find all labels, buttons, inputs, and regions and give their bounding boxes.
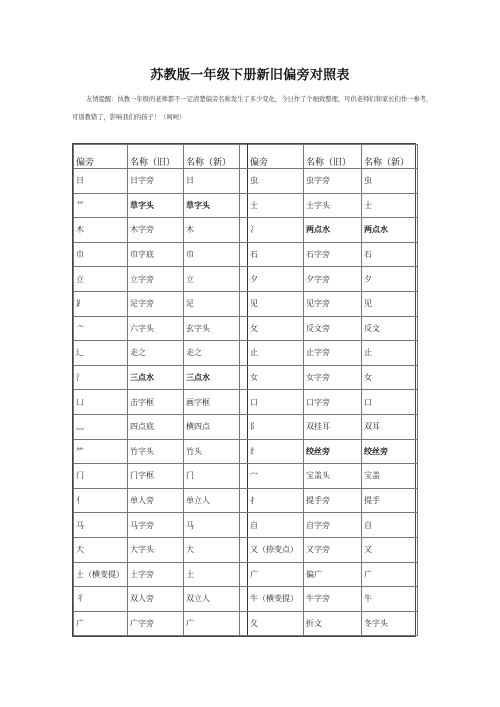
old-name-cell: 牛字旁 (304, 587, 362, 612)
old-name-cell: 竹字头 (128, 439, 184, 464)
new-name-cell: 玄字头 (184, 316, 240, 341)
column-gap (240, 562, 248, 587)
table-row (74, 513, 418, 538)
radical-cell: 日 (74, 169, 128, 194)
column-gap (240, 513, 248, 538)
column-gap (240, 414, 248, 439)
column-gap (240, 488, 248, 513)
radical-cell: 见 (248, 291, 304, 316)
old-name-cell: 日字旁 (128, 169, 184, 194)
radical-cell: 氵 (74, 365, 128, 390)
column-gap (240, 611, 248, 636)
column-gap (240, 193, 248, 218)
table-row (74, 464, 418, 489)
old-name-cell: 击字框 (128, 390, 184, 415)
old-name-cell: 双挂耳 (304, 414, 362, 439)
radical-cell: 石 (248, 242, 304, 267)
new-name-cell: 门 (184, 464, 240, 489)
radical-cell: 攵 (248, 316, 304, 341)
old-name-cell: 士字头 (304, 193, 362, 218)
old-name-cell: 绞丝旁 (304, 439, 362, 464)
table-row (74, 390, 418, 415)
radical-cell: 马 (74, 513, 128, 538)
header-old-name-left: 名称（旧） (128, 145, 184, 169)
column-gap (240, 537, 248, 562)
new-name-cell: 士 (362, 193, 418, 218)
old-name-cell: 四点底 (128, 414, 184, 439)
column-gap (240, 169, 248, 194)
radical-cell: 木 (74, 218, 128, 243)
table-row (74, 488, 418, 513)
new-name-cell: 牛 (362, 587, 418, 612)
table-row (74, 267, 418, 292)
radical-cell: 凵 (74, 390, 128, 415)
old-name-cell: 双人旁 (128, 587, 184, 612)
radical-cell: 土（横变提） (74, 562, 128, 587)
radical-cell: 辶 (74, 341, 128, 366)
new-name-cell: 又 (362, 537, 418, 562)
column-gap (240, 439, 248, 464)
column-gap (240, 267, 248, 292)
new-name-cell: 止 (362, 341, 418, 366)
new-name-cell: 横四点 (184, 414, 240, 439)
table-row (74, 341, 418, 366)
column-gap (240, 242, 248, 267)
old-name-cell: 六字头 (128, 316, 184, 341)
old-name-cell: 两点水 (304, 218, 362, 243)
radical-cell: 扌 (248, 488, 304, 513)
column-gap (240, 291, 248, 316)
header-radical-left: 偏旁 (74, 145, 128, 169)
new-name-cell: 三点水 (184, 365, 240, 390)
old-name-cell: 足字旁 (128, 291, 184, 316)
new-name-cell: 单立人 (184, 488, 240, 513)
new-name-cell: 双立人 (184, 587, 240, 612)
radical-cell: 纟 (248, 439, 304, 464)
new-name-cell: 走之 (184, 341, 240, 366)
new-name-cell: 见 (362, 291, 418, 316)
old-name-cell: 单人旁 (128, 488, 184, 513)
old-name-cell: 木字旁 (128, 218, 184, 243)
new-name-cell: 绞丝旁 (362, 439, 418, 464)
column-gap (240, 218, 248, 243)
table-header-row (74, 145, 418, 169)
table-row (74, 242, 418, 267)
old-name-cell: 又字旁 (304, 537, 362, 562)
new-name-cell: 日 (184, 169, 240, 194)
new-name-cell: 石 (362, 242, 418, 267)
intro-paragraph: 友情提醒：执教一年级的老师都不一定清楚偏旁名称发生了多少变化，今日作了个细致整理，可供老师们和家长们作一参考，可别教错了，影响我们的孩子！（呵呵） (72, 96, 433, 121)
header-old-name-right: 名称（旧） (304, 145, 362, 169)
old-name-cell: 石字旁 (304, 242, 362, 267)
table-row (74, 439, 418, 464)
old-name-cell: 草字头 (128, 193, 184, 218)
radical-cell: 广 (248, 562, 304, 587)
header-radical-right: 偏旁 (248, 145, 304, 169)
radical-cell: 阝 (248, 414, 304, 439)
radical-cell: 冫 (248, 218, 304, 243)
header-new-name-left: 名称（新） (184, 145, 240, 169)
radical-cell: 宀 (248, 464, 304, 489)
new-name-cell: 足 (184, 291, 240, 316)
table-row (74, 218, 418, 243)
radical-cell: 女 (248, 365, 304, 390)
table-row (74, 587, 418, 612)
radical-cell: 虫 (248, 169, 304, 194)
radical-cell: 亠 (74, 316, 128, 341)
old-name-cell: 土字旁 (128, 562, 184, 587)
old-name-cell: 走之 (128, 341, 184, 366)
old-name-cell: 立字旁 (128, 267, 184, 292)
radical-cell: 夂 (248, 611, 304, 636)
old-name-cell: 口字旁 (304, 390, 362, 415)
radical-cell: 又（捺变点） (248, 537, 304, 562)
radical-cell: 士 (248, 193, 304, 218)
old-name-cell: 折文 (304, 611, 362, 636)
new-name-cell: 巾 (184, 242, 240, 267)
radical-cell: 亻 (74, 488, 128, 513)
new-name-cell: 女 (362, 365, 418, 390)
new-name-cell: 双耳 (362, 414, 418, 439)
radical-cell: 艹 (74, 193, 128, 218)
radical-cell: ⺮ (74, 439, 128, 464)
new-name-cell: 画字框 (184, 390, 240, 415)
radical-cell: 牛（横变提） (248, 587, 304, 612)
old-name-cell: 马字旁 (128, 513, 184, 538)
old-name-cell: 反文旁 (304, 316, 362, 341)
old-name-cell: 偏广 (304, 562, 362, 587)
table-row (74, 365, 418, 390)
new-name-cell: 广 (362, 562, 418, 587)
old-name-cell: 巾字底 (128, 242, 184, 267)
radical-cell: 巾 (74, 242, 128, 267)
old-name-cell: 提手旁 (304, 488, 362, 513)
new-name-cell: 提手 (362, 488, 418, 513)
new-name-cell: 反文 (362, 316, 418, 341)
old-name-cell: 宝盖头 (304, 464, 362, 489)
new-name-cell: 广 (184, 611, 240, 636)
new-name-cell: 立 (184, 267, 240, 292)
old-name-cell: 广字旁 (128, 611, 184, 636)
radical-cell: 自 (248, 513, 304, 538)
old-name-cell: 门字框 (128, 464, 184, 489)
radical-cell: 止 (248, 341, 304, 366)
old-name-cell: 夕字旁 (304, 267, 362, 292)
column-gap (240, 341, 248, 366)
header-new-name-right: 名称（新） (362, 145, 418, 169)
new-name-cell: 土 (184, 562, 240, 587)
table-row (74, 562, 418, 587)
table-row (74, 291, 418, 316)
table-row (74, 193, 418, 218)
radical-cell: 夕 (248, 267, 304, 292)
new-name-cell: 马 (184, 513, 240, 538)
column-gap (240, 464, 248, 489)
new-name-cell: 自 (362, 513, 418, 538)
old-name-cell: 大字头 (128, 537, 184, 562)
new-name-cell: 竹头 (184, 439, 240, 464)
new-name-cell: 夕 (362, 267, 418, 292)
new-name-cell: 冬字头 (362, 611, 418, 636)
column-gap (240, 587, 248, 612)
radical-cell: 灬 (74, 414, 128, 439)
radical-cell: 口 (248, 390, 304, 415)
column-gap (240, 316, 248, 341)
new-name-cell: 两点水 (362, 218, 418, 243)
column-gap (240, 365, 248, 390)
table-row (74, 611, 418, 636)
old-name-cell: 三点水 (128, 365, 184, 390)
old-name-cell: 自字旁 (304, 513, 362, 538)
radical-cell: ⻊ (74, 291, 128, 316)
table-row (74, 414, 418, 439)
new-name-cell: 草字头 (184, 193, 240, 218)
table-row (74, 316, 418, 341)
old-name-cell: 虫字旁 (304, 169, 362, 194)
document-title: 苏教版一年级下册新旧偏旁对照表 (150, 68, 350, 83)
radical-cell: 彳 (74, 587, 128, 612)
new-name-cell: 大 (184, 537, 240, 562)
new-name-cell: 木 (184, 218, 240, 243)
radical-cell: 广 (74, 611, 128, 636)
radical-cell: 门 (74, 464, 128, 489)
column-gap (240, 390, 248, 415)
radical-comparison-table (72, 143, 416, 637)
new-name-cell: 口 (362, 390, 418, 415)
old-name-cell: 止字旁 (304, 341, 362, 366)
column-gap (240, 145, 248, 169)
radical-cell: 立 (74, 267, 128, 292)
new-name-cell: 宝盖 (362, 464, 418, 489)
table-row (74, 169, 418, 194)
old-name-cell: 见字旁 (304, 291, 362, 316)
new-name-cell: 虫 (362, 169, 418, 194)
old-name-cell: 女字旁 (304, 365, 362, 390)
table-row (74, 537, 418, 562)
radical-cell: 大 (74, 537, 128, 562)
